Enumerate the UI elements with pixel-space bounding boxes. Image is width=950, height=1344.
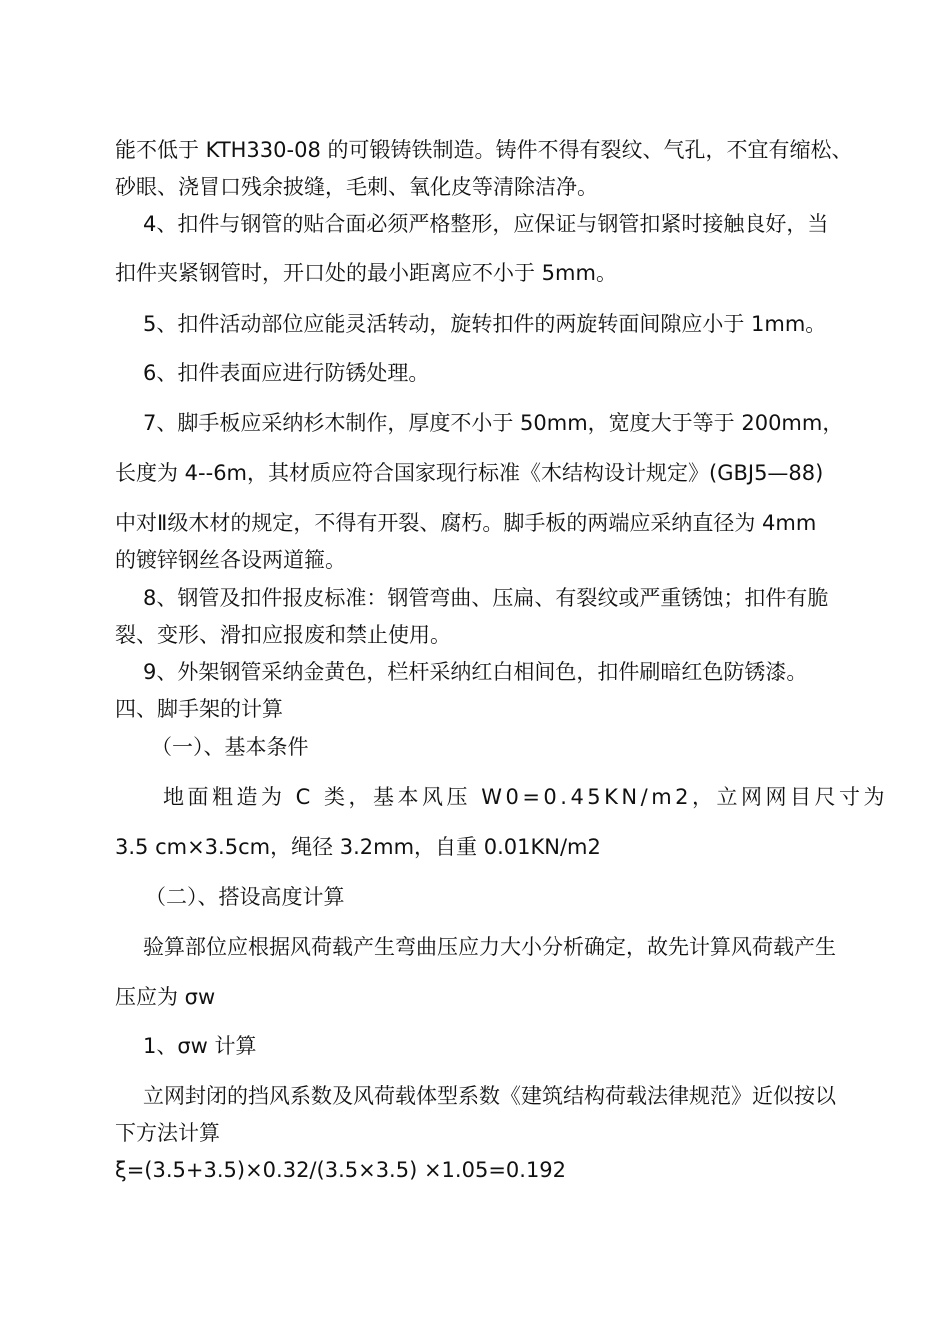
text-line: 7、脚手板应采纳杉木制作，厚度不小于 50mm，宽度大于等于 200mm， — [143, 411, 844, 435]
subsection-heading: （二）、搭设高度计算 — [145, 885, 345, 909]
section-heading: 四、脚手架的计算 — [115, 697, 283, 721]
text-line: 4、扣件与钢管的贴合面必须严格整形，应保证与钢管扣紧时接触良好，当 — [143, 212, 829, 236]
text-line: 能不低于 KTH330-08 的可锻铸铁制造。铸件不得有裂纹、气孔，不宜有缩松、 — [115, 138, 853, 162]
text-line: 3.5 cm×3.5cm，绳径 3.2mm，自重 0.01KN/m2 — [115, 835, 601, 859]
subsection-heading: （一）、基本条件 — [151, 735, 309, 759]
text-line: 9、外架钢管采纳金黄色，栏杆采纳红白相间色，扣件刷暗红色防锈漆。 — [143, 660, 808, 684]
formula-line: ξ=(3.5+3.5)×0.32/(3.5×3.5) ×1.05=0.192 — [115, 1158, 567, 1182]
text-line: 长度为 4--6m，其材质应符合国家现行标准《木结构设计规定》(GBJ5—88) — [115, 461, 824, 485]
text-line: 砂眼、浇冒口残余披缝，毛刺、氧化皮等清除洁净。 — [115, 175, 598, 199]
text-line: 8、钢管及扣件报皮标准：钢管弯曲、压扁、有裂纹或严重锈蚀；扣件有脆 — [143, 586, 829, 610]
text-line: 立网封闭的挡风系数及风荷载体型系数《建筑结构荷载法律规范》近似按以 — [143, 1084, 836, 1108]
text-line: 5、扣件活动部位应能灵活转动，旋转扣件的两旋转面间隙应小于 1mm。 — [143, 312, 827, 336]
text-line: 6、扣件表面应进行防锈处理。 — [143, 361, 430, 385]
text-line: 地面粗造为 C 类，基本风压 W0=0.45KN/m2，立网网目尺寸为 — [163, 785, 889, 809]
text-line: 的镀锌钢丝各设两道箍。 — [115, 548, 346, 572]
text-line: 裂、变形、滑扣应报废和禁止使用。 — [115, 623, 451, 647]
text-line: 中对Ⅱ级木材的规定，不得有开裂、腐朽。脚手板的两端应采纳直径为 4mm — [115, 511, 817, 535]
text-line: 下方法计算 — [115, 1121, 220, 1145]
text-line: 1、σw 计算 — [143, 1034, 257, 1058]
text-line: 压应为 σw — [115, 985, 216, 1009]
text-line: 验算部位应根据风荷载产生弯曲压应力大小分析确定，故先计算风荷载产生 — [143, 935, 836, 959]
text-line: 扣件夹紧钢管时，开口处的最小距离应不小于 5mm。 — [115, 261, 617, 285]
